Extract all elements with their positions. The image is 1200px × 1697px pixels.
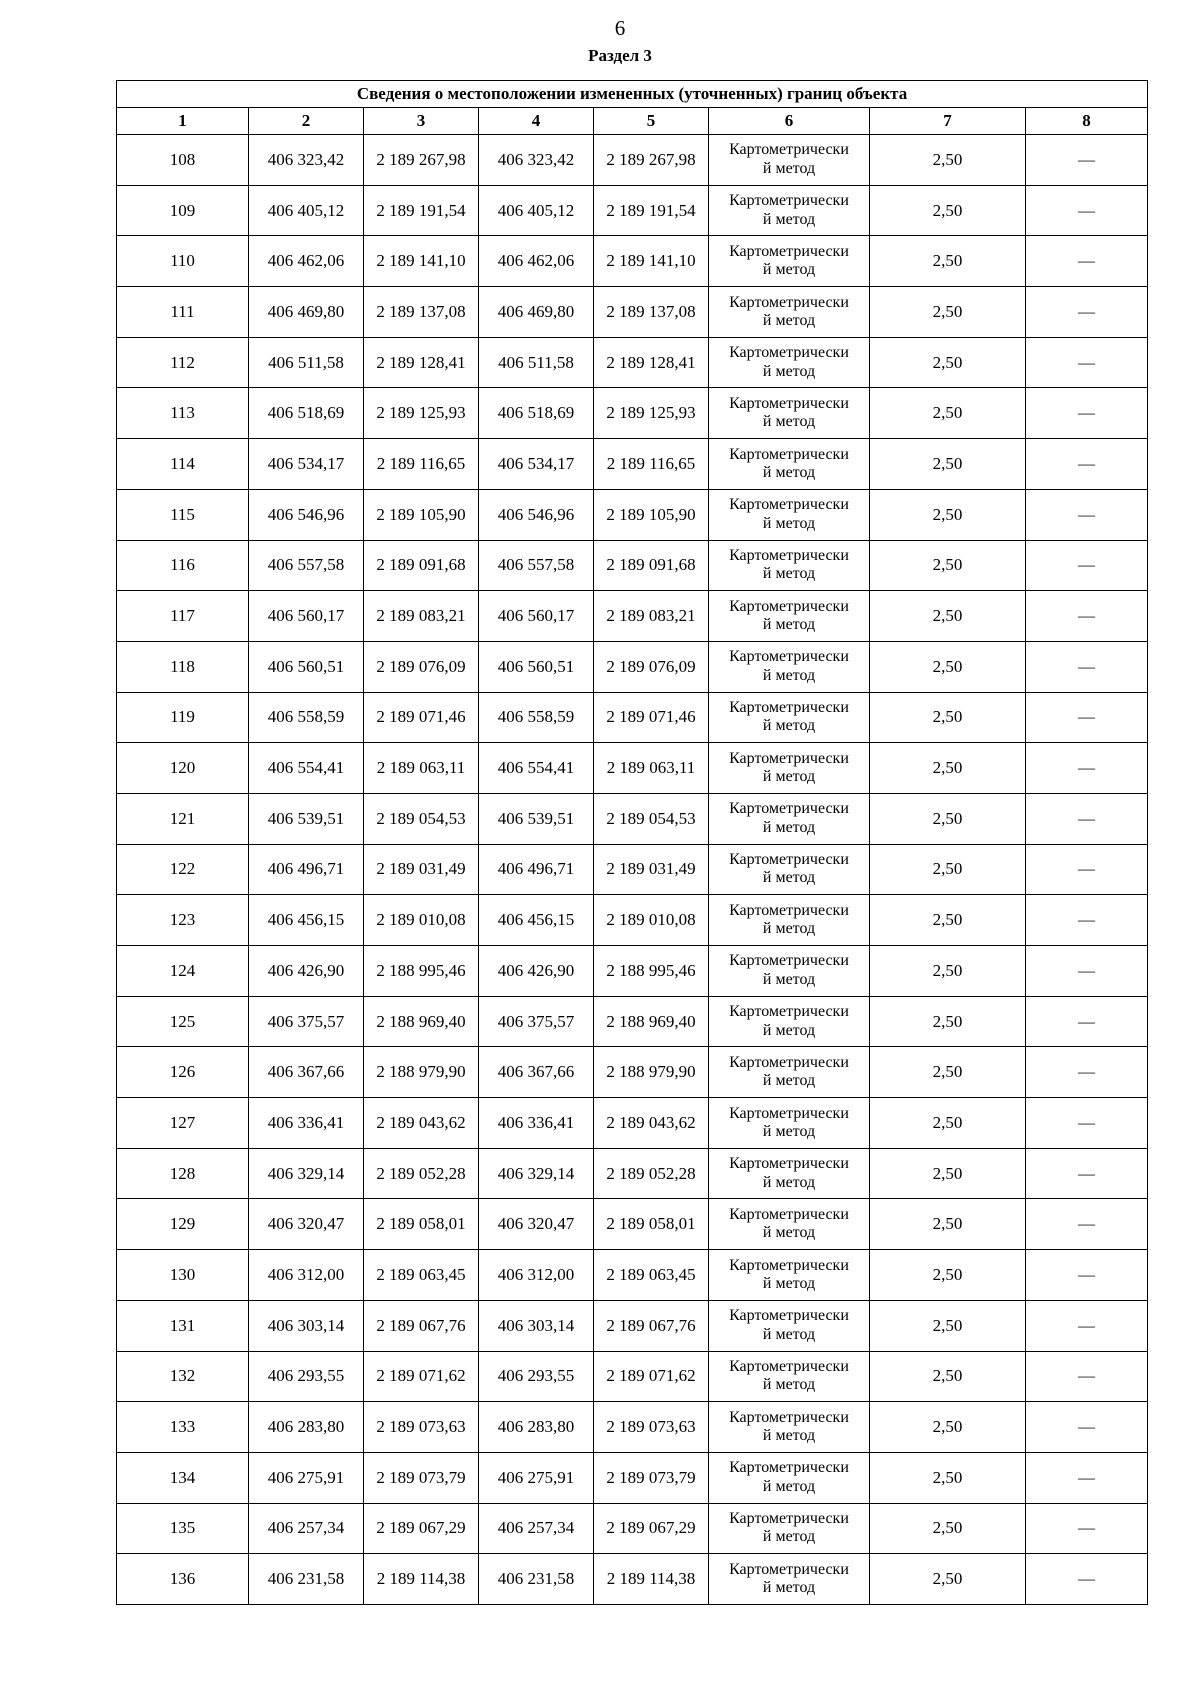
method-cell: Картометрически й метод <box>709 895 870 946</box>
existing-x-cell: 406 405,12 <box>249 185 364 236</box>
refined-x-cell: 406 426,90 <box>479 946 594 997</box>
existing-y-cell: 2 188 969,40 <box>364 996 479 1047</box>
method-cell: Картометрически й метод <box>709 540 870 591</box>
note-cell: — <box>1026 996 1148 1047</box>
column-number: 5 <box>594 108 709 135</box>
table-caption: Сведения о местоположении измененных (уточненных) границ объекта <box>117 81 1148 108</box>
table-row <box>117 185 1148 236</box>
note-cell: — <box>1026 540 1148 591</box>
refined-y-cell: 2 189 063,11 <box>594 743 709 794</box>
method-cell: Картометрически й метод <box>709 1351 870 1402</box>
existing-x-cell: 406 539,51 <box>249 793 364 844</box>
refined-x-cell: 406 293,55 <box>479 1351 594 1402</box>
precision-cell: 2,50 <box>870 439 1026 490</box>
precision-cell: 2,50 <box>870 996 1026 1047</box>
refined-y-cell: 2 189 073,79 <box>594 1452 709 1503</box>
table-row <box>117 1047 1148 1098</box>
note-cell: — <box>1026 287 1148 338</box>
method-cell: Картометрически й метод <box>709 337 870 388</box>
existing-x-cell: 406 496,71 <box>249 844 364 895</box>
refined-y-cell: 2 189 054,53 <box>594 793 709 844</box>
existing-y-cell: 2 189 083,21 <box>364 591 479 642</box>
precision-cell: 2,50 <box>870 1402 1026 1453</box>
refined-y-cell: 2 189 114,38 <box>594 1554 709 1605</box>
method-cell: Картометрически й метод <box>709 844 870 895</box>
note-cell: — <box>1026 1148 1148 1199</box>
precision-cell: 2,50 <box>870 1047 1026 1098</box>
method-cell: Картометрически й метод <box>709 641 870 692</box>
precision-cell: 2,50 <box>870 388 1026 439</box>
existing-y-cell: 2 189 116,65 <box>364 439 479 490</box>
method-cell: Картометрически й метод <box>709 1300 870 1351</box>
existing-x-cell: 406 312,00 <box>249 1250 364 1301</box>
existing-y-cell: 2 189 191,54 <box>364 185 479 236</box>
existing-x-cell: 406 456,15 <box>249 895 364 946</box>
table-row <box>117 743 1148 794</box>
precision-cell: 2,50 <box>870 692 1026 743</box>
refined-y-cell: 2 188 995,46 <box>594 946 709 997</box>
existing-x-cell: 406 375,57 <box>249 996 364 1047</box>
point-number-cell: 127 <box>117 1098 249 1149</box>
refined-y-cell: 2 189 010,08 <box>594 895 709 946</box>
note-cell: — <box>1026 439 1148 490</box>
existing-y-cell: 2 189 071,62 <box>364 1351 479 1402</box>
note-cell: — <box>1026 1351 1148 1402</box>
method-cell: Картометрически й метод <box>709 946 870 997</box>
note-cell: — <box>1026 641 1148 692</box>
table-row <box>117 591 1148 642</box>
column-number: 4 <box>479 108 594 135</box>
note-cell: — <box>1026 489 1148 540</box>
point-number-cell: 123 <box>117 895 249 946</box>
existing-x-cell: 406 367,66 <box>249 1047 364 1098</box>
table-row <box>117 1554 1148 1605</box>
column-number: 7 <box>870 108 1026 135</box>
method-cell: Картометрически й метод <box>709 388 870 439</box>
table-row <box>117 1300 1148 1351</box>
method-cell: Картометрически й метод <box>709 743 870 794</box>
refined-y-cell: 2 189 091,68 <box>594 540 709 591</box>
note-cell: — <box>1026 1402 1148 1453</box>
table-row <box>117 692 1148 743</box>
refined-x-cell: 406 558,59 <box>479 692 594 743</box>
note-cell: — <box>1026 1047 1148 1098</box>
point-number-cell: 133 <box>117 1402 249 1453</box>
refined-x-cell: 406 462,06 <box>479 236 594 287</box>
precision-cell: 2,50 <box>870 1098 1026 1149</box>
table-row <box>117 540 1148 591</box>
method-cell: Картометрически й метод <box>709 793 870 844</box>
precision-cell: 2,50 <box>870 591 1026 642</box>
note-cell: — <box>1026 185 1148 236</box>
existing-y-cell: 2 189 091,68 <box>364 540 479 591</box>
method-cell: Картометрически й метод <box>709 1148 870 1199</box>
point-number-cell: 110 <box>117 236 249 287</box>
precision-cell: 2,50 <box>870 1148 1026 1199</box>
table-row <box>117 1452 1148 1503</box>
precision-cell: 2,50 <box>870 1351 1026 1402</box>
note-cell: — <box>1026 1452 1148 1503</box>
refined-x-cell: 406 320,47 <box>479 1199 594 1250</box>
precision-cell: 2,50 <box>870 844 1026 895</box>
method-cell: Картометрически й метод <box>709 489 870 540</box>
refined-x-cell: 406 283,80 <box>479 1402 594 1453</box>
note-cell: — <box>1026 844 1148 895</box>
refined-y-cell: 2 189 105,90 <box>594 489 709 540</box>
refined-y-cell: 2 189 073,63 <box>594 1402 709 1453</box>
table-row <box>117 1199 1148 1250</box>
precision-cell: 2,50 <box>870 743 1026 794</box>
method-cell: Картометрически й метод <box>709 236 870 287</box>
method-cell: Картометрически й метод <box>709 996 870 1047</box>
refined-y-cell: 2 189 137,08 <box>594 287 709 338</box>
refined-y-cell: 2 189 071,46 <box>594 692 709 743</box>
existing-y-cell: 2 189 114,38 <box>364 1554 479 1605</box>
existing-y-cell: 2 188 995,46 <box>364 946 479 997</box>
precision-cell: 2,50 <box>870 540 1026 591</box>
existing-y-cell: 2 189 071,46 <box>364 692 479 743</box>
precision-cell: 2,50 <box>870 135 1026 186</box>
refined-y-cell: 2 189 071,62 <box>594 1351 709 1402</box>
refined-x-cell: 406 560,17 <box>479 591 594 642</box>
note-cell: — <box>1026 337 1148 388</box>
point-number-cell: 118 <box>117 641 249 692</box>
refined-x-cell: 406 275,91 <box>479 1452 594 1503</box>
note-cell: — <box>1026 946 1148 997</box>
refined-y-cell: 2 189 063,45 <box>594 1250 709 1301</box>
refined-x-cell: 406 518,69 <box>479 388 594 439</box>
existing-y-cell: 2 189 076,09 <box>364 641 479 692</box>
table-row <box>117 1402 1148 1453</box>
method-cell: Картометрически й метод <box>709 1098 870 1149</box>
method-cell: Картометрически й метод <box>709 287 870 338</box>
existing-x-cell: 406 518,69 <box>249 388 364 439</box>
refined-y-cell: 2 188 979,90 <box>594 1047 709 1098</box>
refined-y-cell: 2 189 141,10 <box>594 236 709 287</box>
refined-y-cell: 2 189 083,21 <box>594 591 709 642</box>
column-number: 3 <box>364 108 479 135</box>
note-cell: — <box>1026 236 1148 287</box>
point-number-cell: 125 <box>117 996 249 1047</box>
existing-y-cell: 2 189 141,10 <box>364 236 479 287</box>
refined-x-cell: 406 405,12 <box>479 185 594 236</box>
point-number-cell: 128 <box>117 1148 249 1199</box>
point-number-cell: 108 <box>117 135 249 186</box>
column-number: 8 <box>1026 108 1148 135</box>
existing-y-cell: 2 189 054,53 <box>364 793 479 844</box>
refined-x-cell: 406 336,41 <box>479 1098 594 1149</box>
refined-x-cell: 406 496,71 <box>479 844 594 895</box>
precision-cell: 2,50 <box>870 1554 1026 1605</box>
point-number-cell: 132 <box>117 1351 249 1402</box>
existing-x-cell: 406 560,51 <box>249 641 364 692</box>
note-cell: — <box>1026 895 1148 946</box>
refined-x-cell: 406 312,00 <box>479 1250 594 1301</box>
existing-y-cell: 2 189 267,98 <box>364 135 479 186</box>
existing-x-cell: 406 462,06 <box>249 236 364 287</box>
refined-x-cell: 406 367,66 <box>479 1047 594 1098</box>
existing-x-cell: 406 554,41 <box>249 743 364 794</box>
refined-y-cell: 2 189 043,62 <box>594 1098 709 1149</box>
precision-cell: 2,50 <box>870 1503 1026 1554</box>
existing-x-cell: 406 546,96 <box>249 489 364 540</box>
refined-y-cell: 2 189 267,98 <box>594 135 709 186</box>
method-cell: Картометрически й метод <box>709 439 870 490</box>
existing-y-cell: 2 189 067,29 <box>364 1503 479 1554</box>
refined-y-cell: 2 189 052,28 <box>594 1148 709 1199</box>
existing-x-cell: 406 320,47 <box>249 1199 364 1250</box>
point-number-cell: 115 <box>117 489 249 540</box>
refined-x-cell: 406 539,51 <box>479 793 594 844</box>
refined-y-cell: 2 189 128,41 <box>594 337 709 388</box>
note-cell: — <box>1026 591 1148 642</box>
precision-cell: 2,50 <box>870 1250 1026 1301</box>
refined-x-cell: 406 456,15 <box>479 895 594 946</box>
existing-x-cell: 406 275,91 <box>249 1452 364 1503</box>
refined-y-cell: 2 189 116,65 <box>594 439 709 490</box>
note-cell: — <box>1026 692 1148 743</box>
column-number-row <box>117 108 1148 135</box>
note-cell: — <box>1026 1300 1148 1351</box>
point-number-cell: 117 <box>117 591 249 642</box>
table-row <box>117 793 1148 844</box>
note-cell: — <box>1026 743 1148 794</box>
table-row <box>117 337 1148 388</box>
precision-cell: 2,50 <box>870 236 1026 287</box>
refined-x-cell: 406 557,58 <box>479 540 594 591</box>
point-number-cell: 129 <box>117 1199 249 1250</box>
point-number-cell: 130 <box>117 1250 249 1301</box>
precision-cell: 2,50 <box>870 895 1026 946</box>
precision-cell: 2,50 <box>870 489 1026 540</box>
precision-cell: 2,50 <box>870 1452 1026 1503</box>
refined-y-cell: 2 188 969,40 <box>594 996 709 1047</box>
existing-y-cell: 2 189 105,90 <box>364 489 479 540</box>
method-cell: Картометрически й метод <box>709 1452 870 1503</box>
refined-x-cell: 406 323,42 <box>479 135 594 186</box>
point-number-cell: 109 <box>117 185 249 236</box>
method-cell: Картометрически й метод <box>709 135 870 186</box>
refined-x-cell: 406 329,14 <box>479 1148 594 1199</box>
point-number-cell: 136 <box>117 1554 249 1605</box>
column-number: 2 <box>249 108 364 135</box>
existing-y-cell: 2 189 058,01 <box>364 1199 479 1250</box>
refined-x-cell: 406 534,17 <box>479 439 594 490</box>
precision-cell: 2,50 <box>870 946 1026 997</box>
existing-y-cell: 2 189 125,93 <box>364 388 479 439</box>
refined-y-cell: 2 189 031,49 <box>594 844 709 895</box>
column-number: 6 <box>709 108 870 135</box>
refined-y-cell: 2 189 067,29 <box>594 1503 709 1554</box>
existing-x-cell: 406 257,34 <box>249 1503 364 1554</box>
existing-x-cell: 406 469,80 <box>249 287 364 338</box>
point-number-cell: 116 <box>117 540 249 591</box>
point-number-cell: 121 <box>117 793 249 844</box>
existing-x-cell: 406 558,59 <box>249 692 364 743</box>
existing-y-cell: 2 188 979,90 <box>364 1047 479 1098</box>
existing-x-cell: 406 426,90 <box>249 946 364 997</box>
existing-y-cell: 2 189 063,11 <box>364 743 479 794</box>
table-row <box>117 946 1148 997</box>
refined-x-cell: 406 375,57 <box>479 996 594 1047</box>
refined-y-cell: 2 189 076,09 <box>594 641 709 692</box>
table-row <box>117 1250 1148 1301</box>
existing-y-cell: 2 189 128,41 <box>364 337 479 388</box>
note-cell: — <box>1026 1250 1148 1301</box>
note-cell: — <box>1026 135 1148 186</box>
precision-cell: 2,50 <box>870 1199 1026 1250</box>
table-row <box>117 1503 1148 1554</box>
method-cell: Картометрически й метод <box>709 185 870 236</box>
table-row <box>117 996 1148 1047</box>
refined-x-cell: 406 511,58 <box>479 337 594 388</box>
existing-x-cell: 406 329,14 <box>249 1148 364 1199</box>
table-row <box>117 489 1148 540</box>
existing-y-cell: 2 189 052,28 <box>364 1148 479 1199</box>
note-cell: — <box>1026 1199 1148 1250</box>
point-number-cell: 114 <box>117 439 249 490</box>
existing-y-cell: 2 189 063,45 <box>364 1250 479 1301</box>
existing-y-cell: 2 189 031,49 <box>364 844 479 895</box>
table-row <box>117 844 1148 895</box>
point-number-cell: 119 <box>117 692 249 743</box>
existing-x-cell: 406 560,17 <box>249 591 364 642</box>
method-cell: Картометрически й метод <box>709 1250 870 1301</box>
point-number-cell: 120 <box>117 743 249 794</box>
existing-y-cell: 2 189 067,76 <box>364 1300 479 1351</box>
table-row <box>117 135 1148 186</box>
existing-x-cell: 406 323,42 <box>249 135 364 186</box>
method-cell: Картометрически й метод <box>709 1402 870 1453</box>
point-number-cell: 124 <box>117 946 249 997</box>
refined-x-cell: 406 554,41 <box>479 743 594 794</box>
precision-cell: 2,50 <box>870 1300 1026 1351</box>
method-cell: Картометрически й метод <box>709 1047 870 1098</box>
refined-y-cell: 2 189 125,93 <box>594 388 709 439</box>
refined-x-cell: 406 303,14 <box>479 1300 594 1351</box>
existing-y-cell: 2 189 137,08 <box>364 287 479 338</box>
page-number: 6 <box>614 16 626 40</box>
precision-cell: 2,50 <box>870 337 1026 388</box>
section-title: Раздел 3 <box>588 46 652 65</box>
method-cell: Картометрически й метод <box>709 1199 870 1250</box>
method-cell: Картометрически й метод <box>709 591 870 642</box>
point-number-cell: 126 <box>117 1047 249 1098</box>
precision-cell: 2,50 <box>870 185 1026 236</box>
existing-x-cell: 406 511,58 <box>249 337 364 388</box>
column-number: 1 <box>117 108 249 135</box>
precision-cell: 2,50 <box>870 641 1026 692</box>
table-row <box>117 388 1148 439</box>
table-body <box>117 135 1148 1605</box>
point-number-cell: 135 <box>117 1503 249 1554</box>
method-cell: Картометрически й метод <box>709 1503 870 1554</box>
precision-cell: 2,50 <box>870 287 1026 338</box>
note-cell: — <box>1026 388 1148 439</box>
point-number-cell: 111 <box>117 287 249 338</box>
table-row <box>117 895 1148 946</box>
table-row <box>117 287 1148 338</box>
existing-y-cell: 2 189 010,08 <box>364 895 479 946</box>
note-cell: — <box>1026 1554 1148 1605</box>
table-row <box>117 1351 1148 1402</box>
refined-x-cell: 406 469,80 <box>479 287 594 338</box>
table-row <box>117 1098 1148 1149</box>
existing-y-cell: 2 189 073,79 <box>364 1452 479 1503</box>
point-number-cell: 113 <box>117 388 249 439</box>
point-number-cell: 134 <box>117 1452 249 1503</box>
table-row <box>117 1148 1148 1199</box>
existing-y-cell: 2 189 073,63 <box>364 1402 479 1453</box>
note-cell: — <box>1026 793 1148 844</box>
existing-y-cell: 2 189 043,62 <box>364 1098 479 1149</box>
boundary-coordinates-table <box>116 80 1148 1605</box>
note-cell: — <box>1026 1503 1148 1554</box>
existing-x-cell: 406 557,58 <box>249 540 364 591</box>
refined-y-cell: 2 189 191,54 <box>594 185 709 236</box>
point-number-cell: 131 <box>117 1300 249 1351</box>
existing-x-cell: 406 336,41 <box>249 1098 364 1149</box>
refined-x-cell: 406 257,34 <box>479 1503 594 1554</box>
table-row <box>117 641 1148 692</box>
precision-cell: 2,50 <box>870 793 1026 844</box>
refined-y-cell: 2 189 058,01 <box>594 1199 709 1250</box>
table-row <box>117 236 1148 287</box>
table-row <box>117 439 1148 490</box>
note-cell: — <box>1026 1098 1148 1149</box>
method-cell: Картометрически й метод <box>709 1554 870 1605</box>
refined-x-cell: 406 560,51 <box>479 641 594 692</box>
point-number-cell: 122 <box>117 844 249 895</box>
refined-y-cell: 2 189 067,76 <box>594 1300 709 1351</box>
existing-x-cell: 406 534,17 <box>249 439 364 490</box>
existing-x-cell: 406 303,14 <box>249 1300 364 1351</box>
method-cell: Картометрически й метод <box>709 692 870 743</box>
refined-x-cell: 406 546,96 <box>479 489 594 540</box>
point-number-cell: 112 <box>117 337 249 388</box>
existing-x-cell: 406 231,58 <box>249 1554 364 1605</box>
existing-x-cell: 406 283,80 <box>249 1402 364 1453</box>
existing-x-cell: 406 293,55 <box>249 1351 364 1402</box>
refined-x-cell: 406 231,58 <box>479 1554 594 1605</box>
